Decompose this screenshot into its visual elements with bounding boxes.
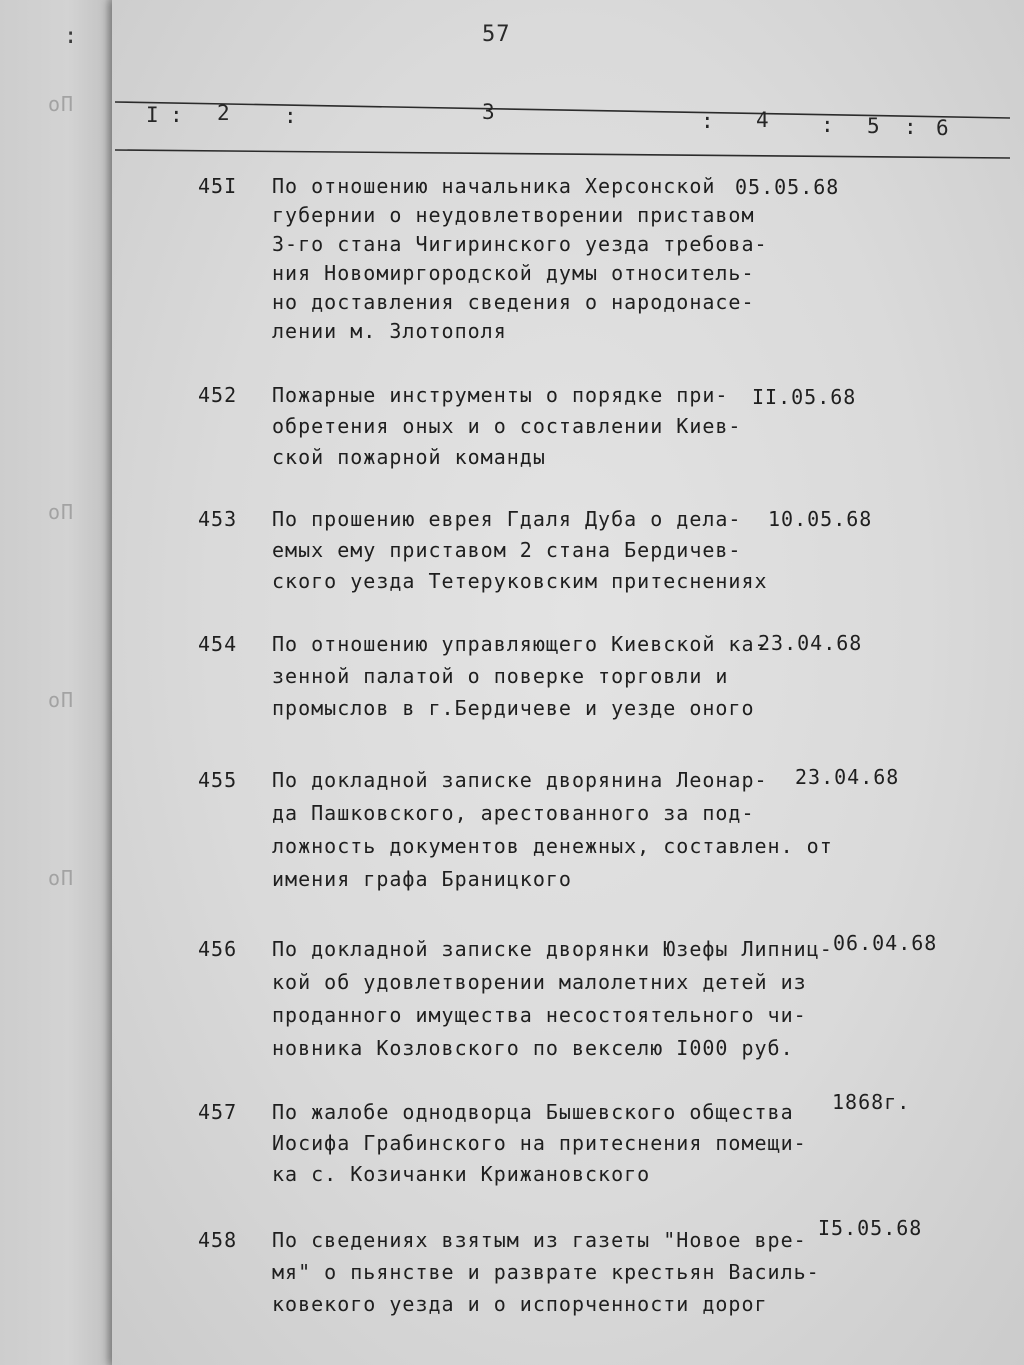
column-header-5: 5 (867, 114, 880, 138)
entry-description (272, 1224, 820, 1320)
description-line: губернии о неудовлетворении приставом (272, 203, 755, 227)
column-header-3: 3 (482, 100, 495, 124)
column-header-4: 4 (756, 108, 769, 132)
entry-description (272, 380, 741, 473)
entry-number: 453 (198, 507, 238, 531)
entry-date: 05.05.68 (735, 175, 840, 199)
description-line: зенной палатой о поверке торговли и (272, 664, 729, 688)
column-separator: : (701, 109, 714, 133)
description-line: промыслов в г.Бердичеве и уезде оного (272, 696, 755, 720)
column-separator: : (904, 115, 917, 139)
description-line: ского уезда Тетеруковским притеснениях (272, 569, 768, 593)
description-line: ния Новомиргородской думы относитель- (272, 261, 755, 285)
entry-number: 456 (198, 937, 238, 961)
entry-date: 23.04.68 (758, 631, 863, 655)
description-line: да Пашковского, арестованного за под- (272, 801, 755, 825)
description-line: Пожарные инструменты о порядке при- (272, 383, 729, 407)
entry-description (272, 504, 768, 597)
description-line: но доставления сведения о народонасе- (272, 290, 755, 314)
entry-date: 1868г. (832, 1090, 911, 1114)
description-line: кой об удовлетворении малолетних детей из (272, 970, 807, 994)
entry-date: 06.04.68 (833, 931, 938, 955)
facing-page-edge (0, 0, 114, 1365)
description-line: По прошению еврея Гдаля Дуба о дела- (272, 507, 742, 531)
facing-page-fragment: оП (48, 866, 75, 890)
column-separator: : (170, 103, 183, 127)
description-line: обретения оных и о составлении Киев- (272, 414, 742, 438)
entry-number: 454 (198, 632, 238, 656)
facing-page-fragment: оП (48, 500, 75, 524)
entry-number: 458 (198, 1228, 238, 1252)
facing-page-fragment: оП (48, 688, 75, 712)
description-line: проданного имущества несостоятельного чи- (272, 1003, 807, 1027)
column-header-1: I (146, 103, 159, 127)
description-line: По сведениях взятым из газеты "Новое вре- (272, 1228, 807, 1252)
entry-date: II.05.68 (752, 385, 857, 409)
description-line: новника Козловского по векселю I000 руб. (272, 1036, 794, 1060)
entry-description (272, 628, 768, 724)
entry-number: 45I (198, 174, 238, 198)
entry-date: 23.04.68 (795, 765, 900, 789)
entry-description (272, 933, 833, 1065)
entry-number: 455 (198, 768, 238, 792)
top-left-mark: : (64, 24, 78, 49)
description-line: По отношению управляющего Киевской ка- (272, 632, 768, 656)
description-line: По жалобе однодворца Бышевского общества (272, 1100, 794, 1124)
description-line: ской пожарной команды (272, 445, 546, 469)
column-header-6: 6 (936, 116, 949, 140)
header-bottom-rule (115, 150, 1010, 158)
description-line: По докладной записке дворянина Леонар- (272, 768, 768, 792)
description-line: ложность документов денежных, составлен. от (272, 834, 833, 858)
description-line: 3-го стана Чигиринского уезда требова- (272, 232, 768, 256)
column-header-2: 2 (217, 101, 230, 125)
column-separator: : (284, 104, 297, 128)
facing-page-fragment: оП (48, 92, 75, 116)
description-line: ка с. Козичанки Крижановского (272, 1162, 651, 1186)
entry-description (272, 1097, 807, 1190)
description-line: лении м. Злотополя (272, 319, 507, 343)
entry-date: I5.05.68 (818, 1216, 923, 1240)
header-rules (0, 0, 1024, 200)
description-line: По докладной записке дворянки Юзефы Липниц- (272, 937, 833, 961)
page-number: 57 (482, 22, 511, 47)
description-line: ковекого уезда и о испорченности дорог (272, 1292, 768, 1316)
column-separator: : (821, 113, 834, 137)
description-line: емых ему приставом 2 стана Бердичев- (272, 538, 742, 562)
entry-number: 457 (198, 1100, 238, 1124)
description-line: имения графа Браницкого (272, 867, 572, 891)
entry-description (272, 172, 768, 346)
entry-description (272, 764, 833, 896)
description-line: мя" о пьянстве и разврате крестьян Василь- (272, 1260, 820, 1284)
entry-number: 452 (198, 383, 238, 407)
description-line: По отношению начальника Херсонской (272, 174, 716, 198)
description-line: Иосифа Грабинского на притеснения помещи- (272, 1131, 807, 1155)
entry-date: 10.05.68 (768, 507, 873, 531)
